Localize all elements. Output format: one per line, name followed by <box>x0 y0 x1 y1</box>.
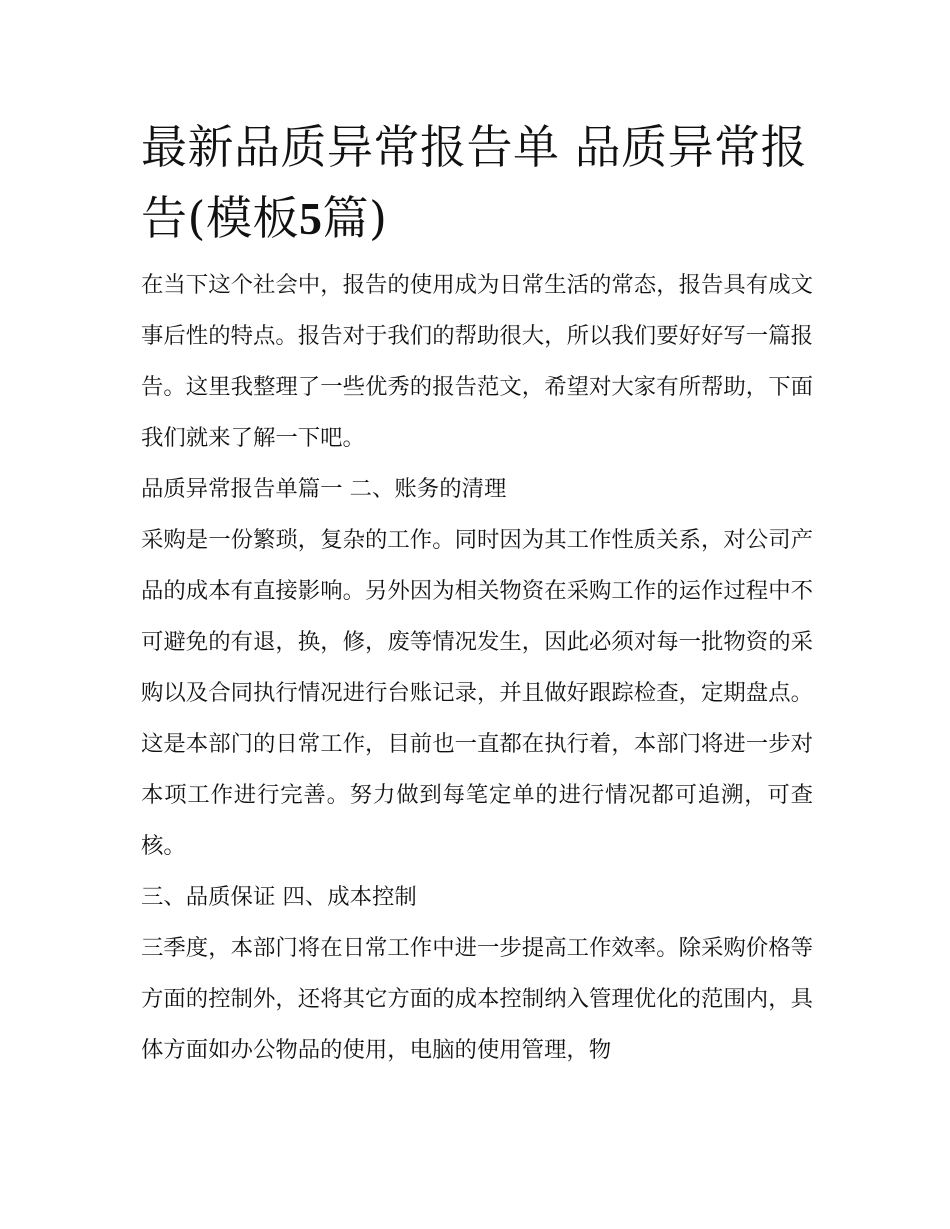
title-text-start: 最新品质异常报告单 品质异常报告(模板 <box>141 120 808 245</box>
cost-control-paragraph: 三季度，本部门将在日常工作中进一步提高工作效率。除采购价格等方面的控制外，还将其它方面的成本控制纳入管理优化的范围内，具体方面如办公物品的使用，电脑的使用管理，物 <box>141 935 813 1063</box>
procurement-paragraph: 采购是一份繁琐，复杂的工作。同时因为其工作性质关系，对公司产品的成本有直接影响。另外因为相关物资在采购工作的运作过程中不可避免的有退，换，修，废等情况发生，因此必须对每一批物资的采购以及合同执行情况进行台账记录，并且做好跟踪检查，定期盘点。这是本部门的日常工作，目前也一直都在执行着，本部门将进一步对本项工作进行完善。努力做到每笔定单的进行情况都可追溯，可查核。 <box>141 527 813 859</box>
title-text-end: 篇) <box>322 191 388 245</box>
intro-paragraph: 在当下这个社会中，报告的使用成为日常生活的常态，报告具有成文事后性的特点。报告对于我们的帮助很大，所以我们要好好写一篇报告。这里我整理了一些优秀的报告范文，希望对大家有所帮助，下面我们就来了解一下吧。 <box>141 272 813 451</box>
document-title <box>141 112 813 254</box>
document-page <box>141 112 813 1076</box>
title-number: 5 <box>298 193 323 244</box>
section-heading-accounts: 品质异常报告单篇一 二、账务的清理 <box>141 476 507 502</box>
section-heading-quality-cost: 三、品质保证 四、成本控制 <box>141 884 417 910</box>
